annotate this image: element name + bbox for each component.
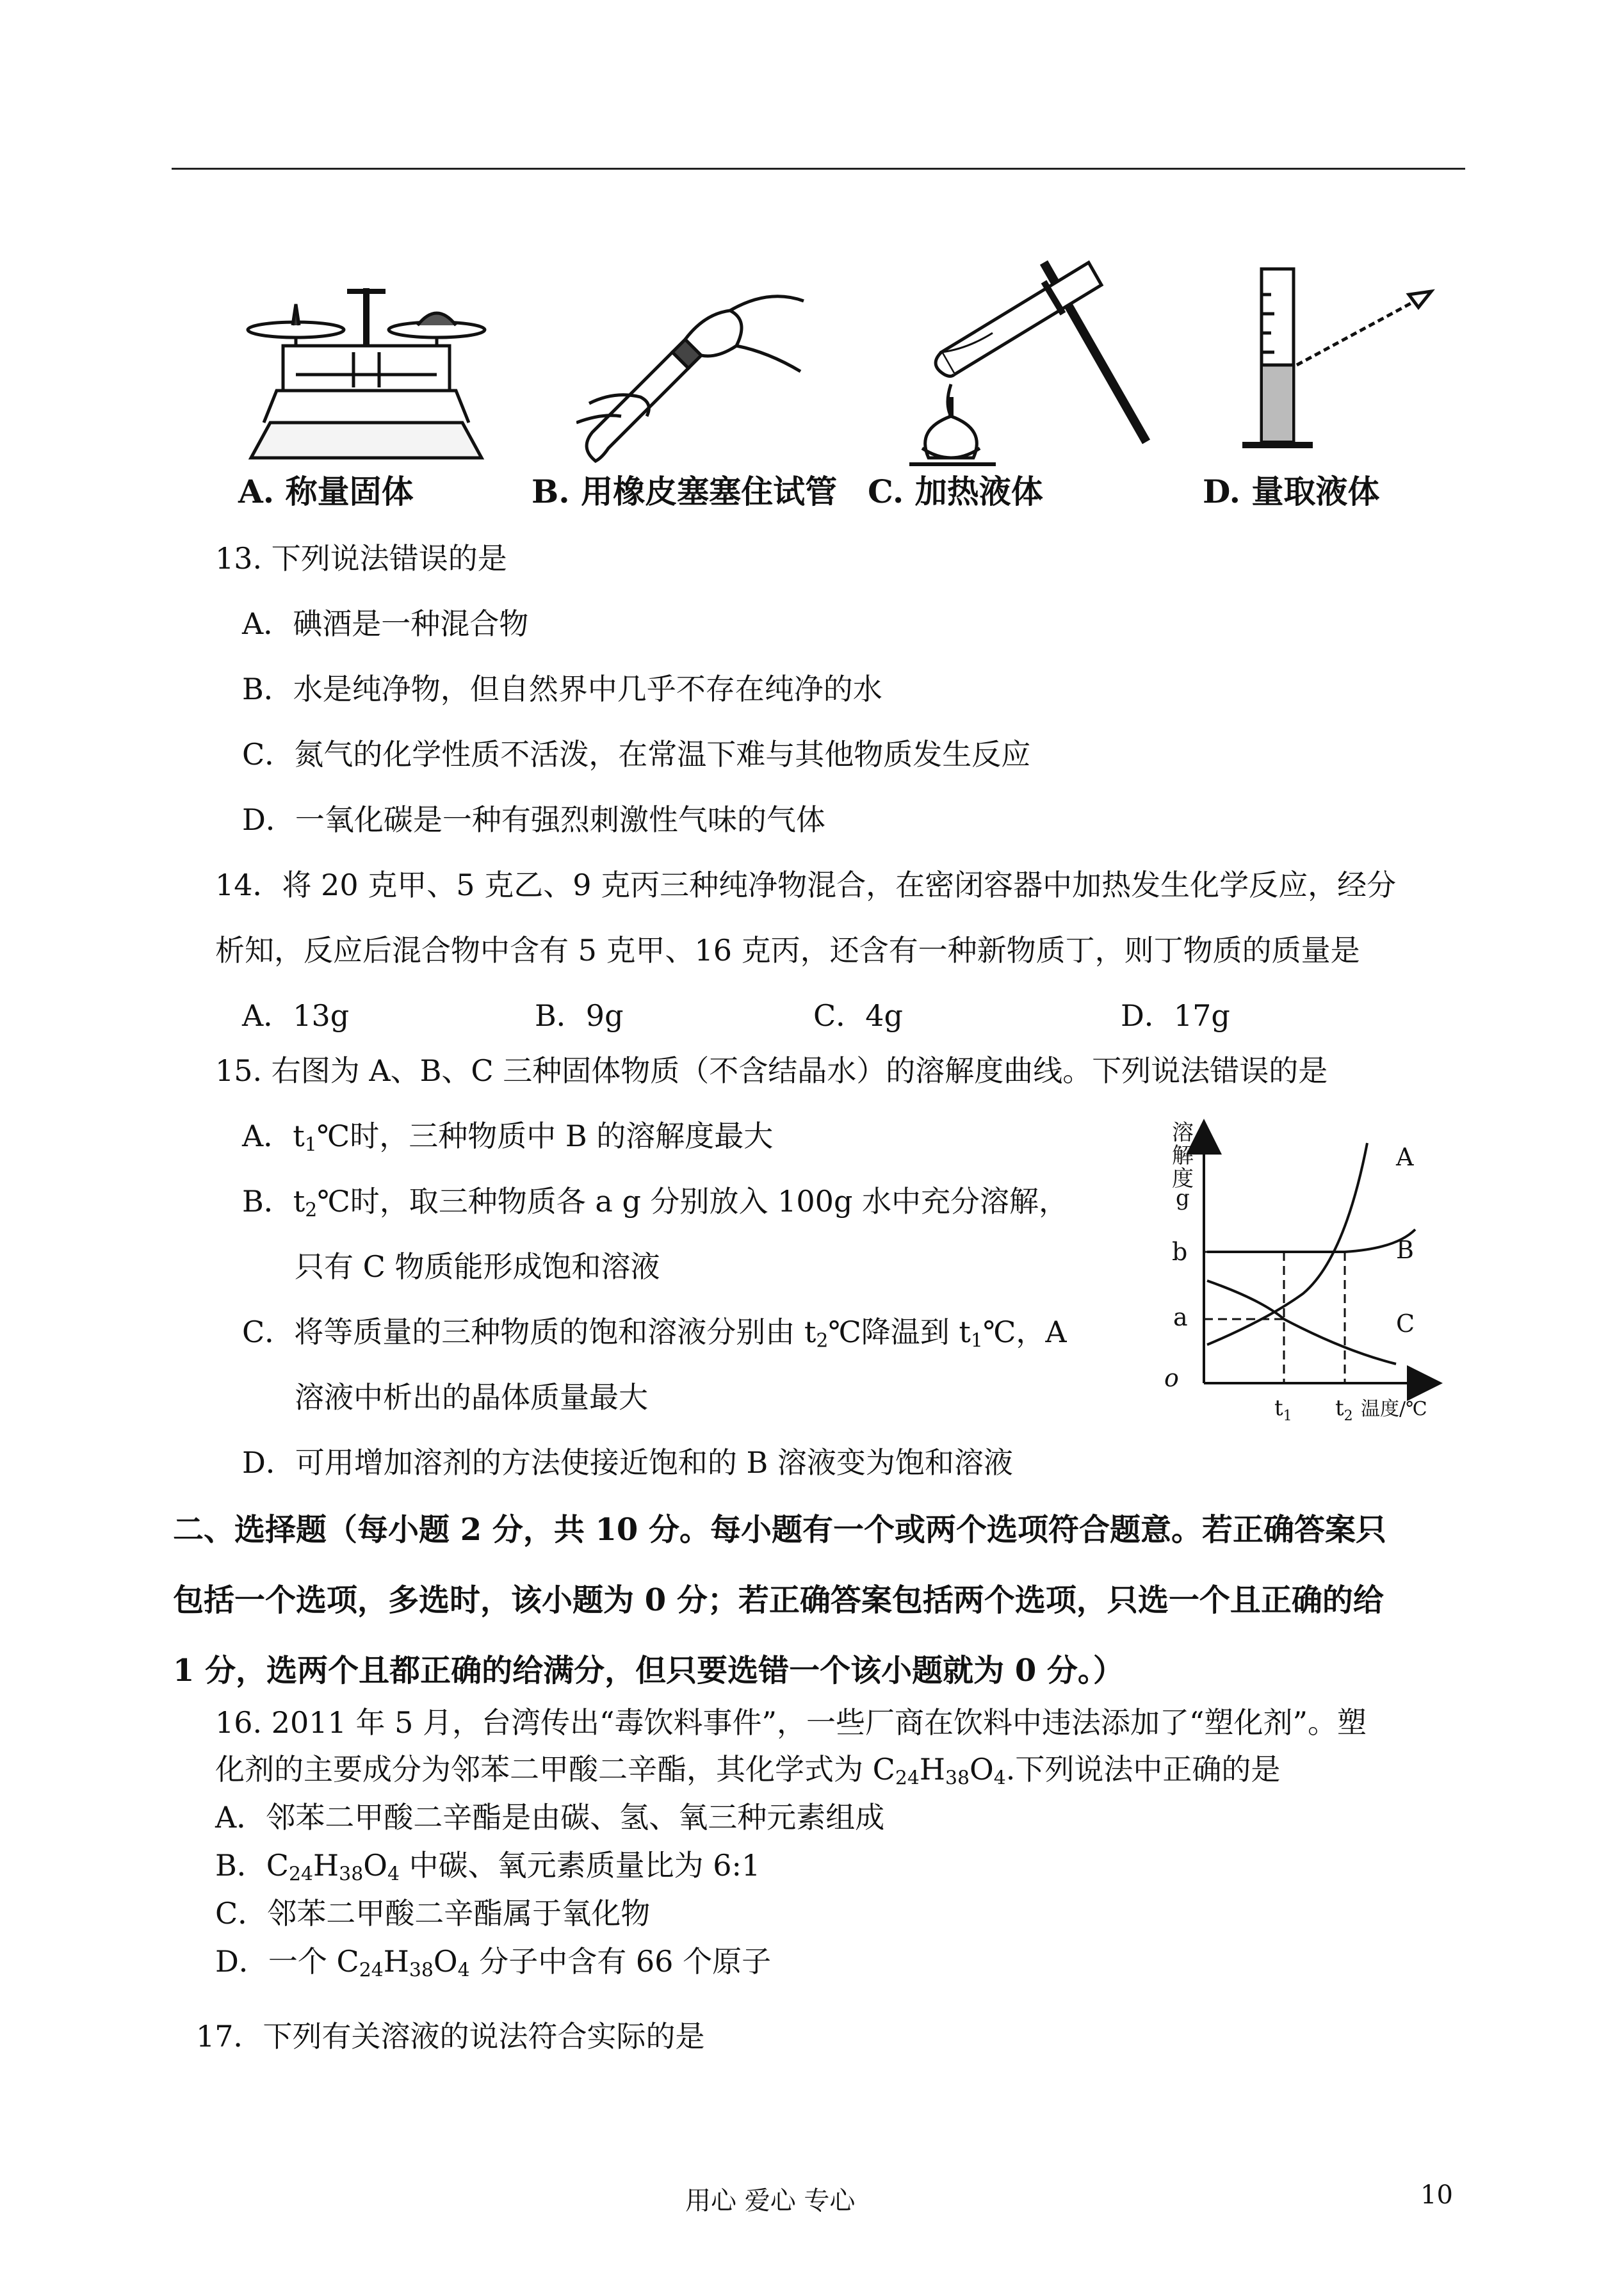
t2-label bbox=[1335, 1395, 1353, 1424]
q16-stem-line1: 16. 2011 年 5 月，台湾传出“毒饮料事件”，一些厂商在饮料中违法添加了“塑化剂”。塑 bbox=[215, 1705, 1367, 1740]
q15-option-b bbox=[242, 1182, 1068, 1229]
t2-sub: 2 bbox=[1344, 1408, 1353, 1424]
q16-d-pre: D．一个 C bbox=[215, 1944, 359, 1979]
formula-sub-24: 24 bbox=[289, 1863, 314, 1886]
q15-a-pre: A．t bbox=[242, 1119, 305, 1153]
curve-c-label: C bbox=[1396, 1310, 1415, 1338]
t2-t: t bbox=[1335, 1395, 1344, 1421]
q15-option-c-line2: 溶液中析出的晶体质量最大 bbox=[295, 1380, 648, 1415]
q15-c-sub2: 1 bbox=[970, 1329, 983, 1352]
label-b-value: b bbox=[1172, 1238, 1188, 1266]
x-axis-label: 温度/℃ bbox=[1361, 1398, 1427, 1420]
q15-stem: 15. 右图为 A、B、C 三种固体物质（不含结晶水）的溶解度曲线。下列说法错误的是 bbox=[215, 1053, 1328, 1088]
figure-caption-b: B. 用橡皮塞塞住试管 bbox=[532, 473, 838, 510]
q15-c-pre: C．将等质量的三种物质的饱和溶液分别由 t bbox=[242, 1315, 816, 1349]
q14-stem-line1: 14．将 20 克甲、5 克乙、9 克丙三种纯净物混合，在密闭容器中加热发生化学反应，经分 bbox=[215, 868, 1397, 902]
stopper-figure bbox=[576, 275, 807, 467]
q15-a-sub: 1 bbox=[304, 1133, 317, 1156]
q16-line2-post: .下列说法中正确的是 bbox=[1005, 1752, 1281, 1787]
q13-option-c: C．氮气的化学性质不活泼，在常温下难与其他物质发生反应 bbox=[242, 737, 1031, 772]
q15-option-c bbox=[242, 1313, 1067, 1360]
q15-c-sub1: 2 bbox=[816, 1329, 829, 1352]
q15-a-post: ℃时，三种物质中 B 的溶解度最大 bbox=[316, 1119, 774, 1153]
q14-option-d: D．17g bbox=[1121, 998, 1230, 1033]
q13-option-a: A．碘酒是一种混合物 bbox=[242, 606, 529, 641]
formula-o: O bbox=[970, 1752, 994, 1787]
q14-stem-line2 bbox=[215, 931, 1360, 969]
figure-caption-d: D. 量取液体 bbox=[1203, 473, 1380, 510]
q15-c-post: ℃，A bbox=[982, 1315, 1067, 1349]
formula-sub-38: 38 bbox=[945, 1767, 970, 1790]
q13-stem: 13. 下列说法错误的是 bbox=[215, 541, 507, 576]
q16-option-a: A．邻苯二甲酸二辛酯是由碳、氢、氧三种元素组成 bbox=[215, 1800, 885, 1835]
q16-line2-pre: 化剂的主要成分为邻苯二甲酸二辛酯，其化学式为 C bbox=[215, 1752, 895, 1787]
solubility-chart bbox=[1153, 1114, 1460, 1428]
q15-b-post: ℃时，取三种物质各 a g 分别放入 100g 水中充分溶解， bbox=[317, 1184, 1069, 1219]
section2-line3: 1 分，选两个且都正确的给满分，但只要选错一个该小题就为 0 分。） bbox=[173, 1653, 1124, 1689]
curve-a bbox=[1207, 1143, 1367, 1345]
q16-option-d bbox=[215, 1942, 771, 1990]
t1-sub: 1 bbox=[1283, 1408, 1292, 1424]
balance-figure bbox=[238, 275, 494, 461]
formula-o: O bbox=[433, 1944, 458, 1979]
footer-center: 用心 爱心 专心 bbox=[685, 2186, 856, 2216]
figure-caption-a: A. 称量固体 bbox=[238, 473, 414, 510]
curve-b bbox=[1207, 1229, 1415, 1252]
heating-figure bbox=[890, 237, 1159, 474]
q13-option-b: B．水是纯净物，但自然界中几乎不存在纯净的水 bbox=[242, 672, 882, 706]
q14-stem-line2-text: 析知，反应后混合物中含有 5 克甲、16 克丙，还含有一种新物质丁，则丁物质的质量是 bbox=[215, 933, 1360, 968]
ylabel-2: 解 bbox=[1172, 1143, 1194, 1169]
ylabel-4: g bbox=[1176, 1185, 1190, 1211]
q15-c-mid: ℃降温到 t bbox=[828, 1315, 971, 1349]
page-number: 10 bbox=[1420, 2180, 1453, 2210]
q14-option-c: C．4g bbox=[813, 998, 903, 1033]
q16-b-pre: B．C bbox=[215, 1848, 289, 1883]
section2-line2: 包括一个选项，多选时，该小题为 0 分；若正确答案包括两个选项，只选一个且正确的给 bbox=[173, 1582, 1384, 1618]
formula-sub-4: 4 bbox=[993, 1767, 1006, 1790]
formula-h: H bbox=[313, 1848, 339, 1883]
formula-sub-38: 38 bbox=[409, 1959, 434, 1982]
formula-sub-24: 24 bbox=[359, 1959, 384, 1982]
q16-option-c: C．邻苯二甲酸二辛酯属于氧化物 bbox=[215, 1896, 651, 1931]
q15-b-sub: 2 bbox=[305, 1199, 318, 1222]
formula-sub-4: 4 bbox=[457, 1959, 470, 1982]
formula-sub-38: 38 bbox=[339, 1863, 364, 1886]
section2-line1: 二、选择题（每小题 2 分，共 10 分。每小题有一个或两个选项符合题意。若正确答案只 bbox=[173, 1512, 1387, 1548]
curve-b-label: B bbox=[1396, 1236, 1414, 1264]
formula-h: H bbox=[383, 1944, 409, 1979]
label-a-value: a bbox=[1173, 1303, 1188, 1331]
formula-o: O bbox=[363, 1848, 387, 1883]
q14-option-a: A．13g bbox=[242, 998, 350, 1033]
figure-caption-c: C. 加热液体 bbox=[868, 473, 1043, 510]
formula-sub-4: 4 bbox=[387, 1863, 400, 1886]
q16-option-b bbox=[215, 1846, 760, 1894]
q15-option-a bbox=[242, 1117, 773, 1164]
formula-sub-24: 24 bbox=[895, 1767, 920, 1790]
cylinder-figure bbox=[1236, 256, 1441, 461]
t1-t: t bbox=[1274, 1395, 1283, 1421]
ylabel-3: 度 bbox=[1172, 1166, 1194, 1192]
q15-option-d: D．可用增加溶剂的方法使接近饱和的 B 溶液变为饱和溶液 bbox=[242, 1445, 1013, 1480]
q15-b-pre: B．t bbox=[242, 1184, 305, 1219]
q15-option-b-line2: 只有 C 物质能形成饱和溶液 bbox=[295, 1249, 660, 1284]
ylabel-1: 溶 bbox=[1172, 1120, 1194, 1146]
q17-stem: 17．下列有关溶液的说法符合实际的是 bbox=[196, 2019, 705, 2054]
header-rule bbox=[172, 168, 1465, 170]
t1-label bbox=[1274, 1395, 1292, 1424]
formula-h: H bbox=[919, 1752, 945, 1787]
curve-a-label: A bbox=[1396, 1143, 1414, 1171]
q16-b-post: 中碳、氧元素质量比为 6:1 bbox=[399, 1848, 761, 1883]
q13-option-d: D．一氧化碳是一种有强烈刺激性气味的气体 bbox=[242, 802, 825, 837]
q16-stem-line2 bbox=[215, 1750, 1280, 1797]
origin-label: o bbox=[1164, 1364, 1179, 1392]
q16-d-post: 分子中含有 66 个原子 bbox=[469, 1944, 772, 1979]
q14-option-b: B．9g bbox=[535, 998, 624, 1033]
